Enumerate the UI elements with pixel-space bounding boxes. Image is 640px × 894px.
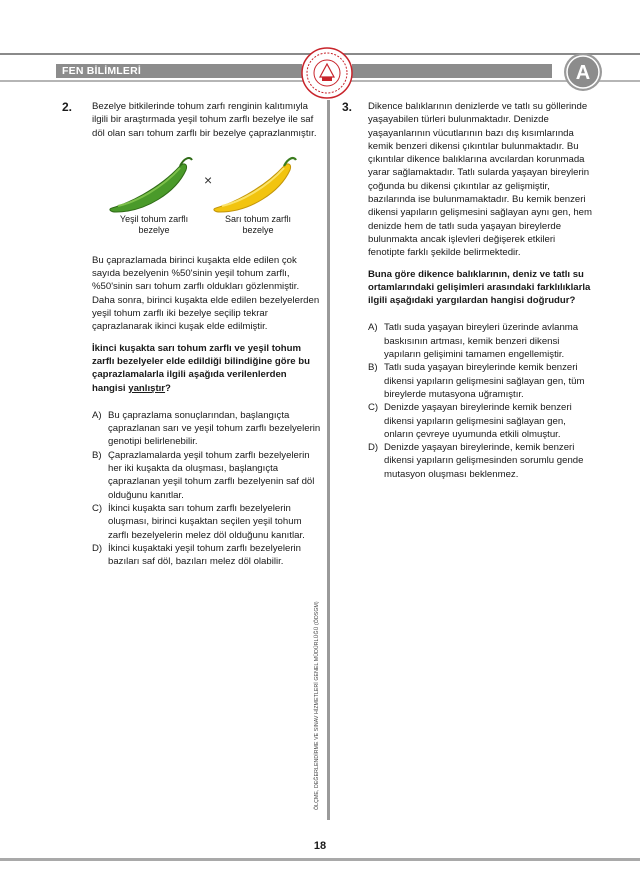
prompt-text: İkinci kuşakta sarı tohum zarflı ve yeşil tohum zarflı bezelyeler elde edildiği bilindiğine göre bu çaprazlamalarla ilgili aşağıda verilenlerden hangisi <box>92 342 311 394</box>
option-letter: A) <box>368 322 378 334</box>
answer-option-a[interactable] <box>368 321 592 361</box>
question-body: Bu çaprazlamada birinci kuşakta elde edilen çok sayıda bezelyenin %50'sinin yeşil tohum zarflı, %50'sinin sarı tohum zarflı oldukları gözlenmiştir. Daha sonra, birinci kuşakta elde edilen bezelyelerden yeşil tohum zarflı iki bezelye seçilip tekrar çaprazlanarak ikinci kuşak elde edilmiştir. <box>92 254 320 333</box>
yellow-pea-caption: Sarı tohum zarflı bezelye <box>224 213 292 235</box>
prompt-underlined-word: yanlıştır <box>128 382 166 394</box>
answer-option-d[interactable] <box>368 441 592 481</box>
option-text: Çaprazlamalarda yeşil tohum zarflı bezelyelerin her iki kuşakta da oluşması, başlangıçta çaprazlanan yeşil tohum zarflı bezelyenin saf döl olduğunu kanıtlar. <box>108 449 315 501</box>
page-number: 18 <box>313 840 327 852</box>
cross-symbol: × <box>204 171 213 188</box>
option-letter: B) <box>368 362 378 374</box>
question-2 <box>62 100 322 568</box>
question-number: 2. <box>62 100 73 114</box>
answer-option-d[interactable] <box>92 542 322 569</box>
question-number: 3. <box>342 100 353 114</box>
option-letter: C) <box>92 502 103 514</box>
column-divider <box>327 100 330 820</box>
pea-cross-figure <box>92 148 322 248</box>
green-pea-pod-image <box>106 154 196 214</box>
ministry-seal-logo <box>300 46 354 100</box>
question-3 <box>342 100 592 481</box>
answer-option-c[interactable] <box>92 502 322 542</box>
option-text: Bu çaprazlama sonuçlarından, başlangıçta çaprazlanan sarı ve yeşil tohum zarflı bezelyelerin genotipi belirlenebilir. <box>108 409 321 448</box>
header-band-right <box>352 64 552 78</box>
option-text: Tatlı suda yaşayan bireyleri üzerinde avlanma baskısının artması, kemik benzeri dikensi yapıların gelişimini tamamen engellemiştir. <box>384 322 579 361</box>
footer-rule <box>0 858 640 861</box>
option-text: Tatlı suda yaşayan bireylerinde kemik benzeri dikensi yapıların gelişmesini sağlayan gen, tüm bireylerde mutasyona uğramıştır. <box>384 362 585 400</box>
answer-option-b[interactable] <box>368 361 592 401</box>
prompt-question-mark: ? <box>165 382 171 394</box>
subject-title: FEN BİLİMLERİ <box>62 65 142 77</box>
yellow-pea-pod-image <box>210 154 300 214</box>
question-prompt <box>92 342 322 395</box>
question-intro: Bezelye bitkilerinde tohum zarfı renginin kalıtımıyla ilgili bir araştırmada yeşil tohum zarflı bezelye ile saf döl olan sarı tohum zarflı bir bezelye çaprazlanmıştır. <box>92 101 317 139</box>
option-letter: D) <box>368 442 379 454</box>
option-letter: B) <box>92 449 102 461</box>
booklet-letter-badge <box>563 52 603 92</box>
option-text: Denizde yaşayan bireylerinde kemik benzeri dikensi yapıların gelişmesini sağlayan gen, onların çevreye uyumunda etkili olmuştur. <box>384 402 572 440</box>
answer-option-b[interactable] <box>92 449 322 502</box>
booklet-letter: A <box>575 62 591 84</box>
option-letter: D) <box>92 542 103 554</box>
answer-option-a[interactable] <box>92 409 322 449</box>
question-body: Dikence balıklarının denizlerde ve tatlı su göllerinde yaşayabilen türleri bulunmaktadır. Denizde yaşayanlarının vücutlarının bazı dış kısımlarında kemik benzeri dikensi çıkıntılar bulunmaktadır. Bu çıkıntılar dikence balıklarına avcılardan korunmada yarar sağlamaktadır. Tatlı sularda yaşayan bireylerin çoğunda bu dikensi çıkıntılar az gelişmiştir, bazılarında ise bulunmamaktadır. Bu kemik benzeri dikensi yapıların gelişmesini sağlayan aynı gen, hem denizde hem de tatlı suda yaşayan bireylerde bulunmakta ancak işlevleri değişerek etkileri fenotipte farklı şekilde belirmektedir. <box>368 101 592 259</box>
option-letter: A) <box>92 409 102 421</box>
option-text: İkinci kuşakta sarı tohum zarflı bezelyelerin oluşması, birinci kuşaktan seçilen yeşil tohum zarflı bezelyelerin melez döl olduğunu kanıtlar. <box>108 502 305 541</box>
answer-options <box>92 409 322 569</box>
option-text: İkinci kuşaktaki yeşil tohum zarflı bezelyelerin bazıları saf döl, bazıları melez döl olabilir. <box>108 542 302 568</box>
option-text: Denizde yaşayan bireylerinde, kemik benzeri dikensi yapıların gelişmesinden sorumlu gende mutasyon oluşması beklenmez. <box>384 442 584 480</box>
odsgm-side-text: ÖLÇME, DEĞERLENDİRME VE SINAV HİZMETLERİ GENEL MÜDÜRLÜĞÜ (ÖDSGM) <box>314 601 320 810</box>
question-prompt: Buna göre dikence balıklarının, deniz ve tatlı su ortamlarındaki gelişimleri arasındaki farklılıklarla ilgili aşağıdaki yargılardan hangisi doğrudur? <box>368 268 591 307</box>
option-letter: C) <box>368 402 379 414</box>
answer-options <box>368 321 592 481</box>
green-pea-caption: Yeşil tohum zarflı bezelye <box>119 213 189 235</box>
answer-option-c[interactable] <box>368 401 592 441</box>
